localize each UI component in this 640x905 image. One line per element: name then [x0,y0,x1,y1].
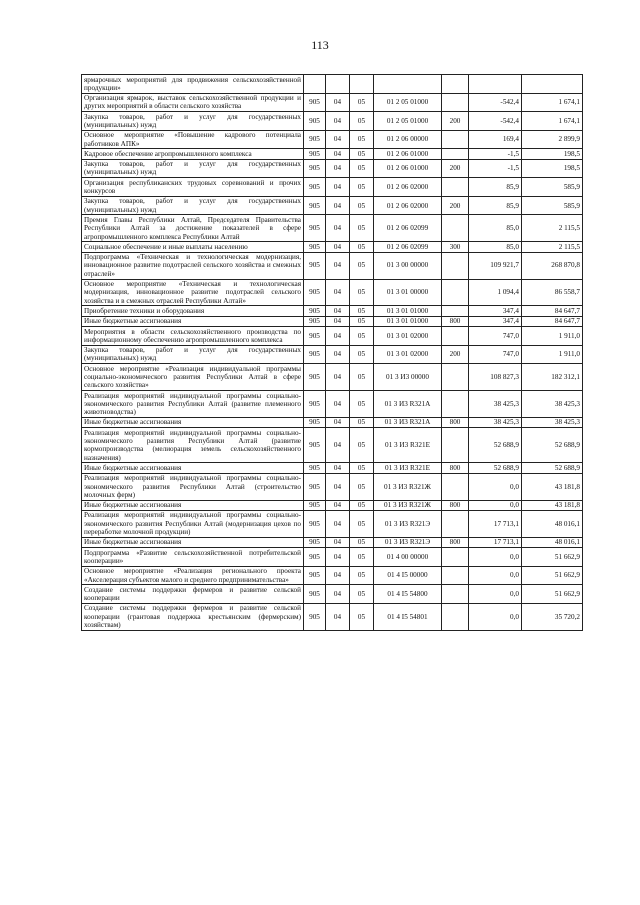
grbs-code-cell: 905 [304,279,326,306]
expense-type-cell: 300 [442,242,469,252]
amount-change-cell: 1 094,4 [469,279,522,306]
amount-total-cell: 268 870,8 [522,252,583,279]
amount-change-cell: 17 713,1 [469,510,522,537]
amount-change-cell: 0,0 [469,473,522,500]
amount-change-cell: 85,9 [469,196,522,215]
expense-name-cell: Подпрограмма «Развитие сельскохозяйственной потребительской кооперации» [82,548,304,567]
section-code-cell: 04 [326,93,350,112]
target-article-cell: 01 3 И3 R321Ж [374,473,442,500]
amount-change-cell: 747,0 [469,345,522,364]
section-code-cell: 04 [326,473,350,500]
subsection-code-cell: 05 [350,473,374,500]
amount-change-cell: 52 688,9 [469,428,522,463]
target-article-cell: 01 3 01 01000 [374,316,442,326]
expense-name-cell: Кадровое обеспечение агропромышленного комплекса [82,149,304,159]
grbs-code-cell: 905 [304,178,326,197]
section-code-cell: 04 [326,364,350,391]
grbs-code-cell: 905 [304,510,326,537]
amount-change-cell: -1,5 [469,159,522,178]
table-row [82,130,583,149]
target-article-cell: 01 4 I5 00000 [374,566,442,585]
table-row [82,417,583,427]
amount-change-cell: 38 425,3 [469,391,522,418]
table-row [82,75,583,94]
amount-change-cell: 38 425,3 [469,417,522,427]
amount-total-cell: 182 312,1 [522,364,583,391]
grbs-code-cell: 905 [304,463,326,473]
section-code-cell: 04 [326,130,350,149]
expense-name-cell: Иные бюджетные ассигнования [82,316,304,326]
expense-type-cell [442,279,469,306]
amount-change-cell: -542,4 [469,93,522,112]
table-row [82,391,583,418]
target-article-cell: 01 3 И3 R321Э [374,537,442,547]
table-row [82,215,583,242]
section-code-cell [326,75,350,94]
table-row [82,364,583,391]
expense-type-cell [442,306,469,316]
target-article-cell: 01 3 И3 R321Э [374,510,442,537]
expense-type-cell: 800 [442,500,469,510]
subsection-code-cell: 05 [350,364,374,391]
expense-name-cell: Иные бюджетные ассигнования [82,500,304,510]
grbs-code-cell: 905 [304,327,326,346]
section-code-cell: 04 [326,500,350,510]
budget-table [81,74,583,631]
subsection-code-cell: 05 [350,316,374,326]
amount-total-cell: 84 647,7 [522,316,583,326]
amount-total-cell: 84 647,7 [522,306,583,316]
subsection-code-cell: 05 [350,585,374,604]
expense-type-cell [442,548,469,567]
section-code-cell: 04 [326,537,350,547]
grbs-code-cell: 905 [304,417,326,427]
expense-name-cell: Иные бюджетные ассигнования [82,417,304,427]
amount-change-cell: -542,4 [469,112,522,131]
target-article-cell: 01 2 06 01000 [374,149,442,159]
target-article-cell: 01 2 06 02099 [374,215,442,242]
amount-total-cell: 585,9 [522,178,583,197]
subsection-code-cell: 05 [350,130,374,149]
amount-total-cell: 43 181,8 [522,473,583,500]
table-row [82,510,583,537]
amount-total-cell: 198,5 [522,159,583,178]
table-row [82,327,583,346]
expense-type-cell: 200 [442,196,469,215]
expense-type-cell [442,149,469,159]
target-article-cell: 01 3 01 02000 [374,327,442,346]
grbs-code-cell: 905 [304,93,326,112]
amount-change-cell: 0,0 [469,548,522,567]
amount-total-cell: 198,5 [522,149,583,159]
expense-name-cell: Иные бюджетные ассигнования [82,537,304,547]
amount-change-cell: 347,4 [469,306,522,316]
table-row [82,159,583,178]
subsection-code-cell: 05 [350,112,374,131]
amount-change-cell: 347,4 [469,316,522,326]
section-code-cell: 04 [326,566,350,585]
amount-change-cell: 85,0 [469,215,522,242]
amount-total-cell: 585,9 [522,196,583,215]
table-row [82,537,583,547]
subsection-code-cell: 05 [350,428,374,463]
subsection-code-cell: 05 [350,603,374,630]
expense-type-cell [442,473,469,500]
amount-change-cell: 0,0 [469,603,522,630]
subsection-code-cell: 05 [350,279,374,306]
expense-name-cell: Закупка товаров, работ и услуг для государственных (муниципальных) нужд [82,159,304,178]
expense-type-cell: 200 [442,345,469,364]
expense-name-cell: Основное мероприятие «Реализация индивидуальной программы социально-экономического развития Республики Алтай в сфере сельского хозяйства» [82,364,304,391]
grbs-code-cell: 905 [304,242,326,252]
expense-name-cell: Основное мероприятие «Реализация регионального проекта «Акселерация субъектов малого и среднего предпринимательства» [82,566,304,585]
table-row [82,93,583,112]
section-code-cell: 04 [326,196,350,215]
amount-change-cell: 747,0 [469,327,522,346]
section-code-cell: 04 [326,345,350,364]
expense-type-cell [442,510,469,537]
amount-total-cell: 1 674,1 [522,112,583,131]
expense-name-cell: Закупка товаров, работ и услуг для государственных (муниципальных) нужд [82,345,304,364]
section-code-cell: 04 [326,112,350,131]
target-article-cell: 01 3 И3 R321А [374,391,442,418]
grbs-code-cell: 905 [304,548,326,567]
table-row [82,306,583,316]
expense-type-cell [442,252,469,279]
page-number: 113 [311,38,329,52]
table-row [82,548,583,567]
section-code-cell: 04 [326,548,350,567]
expense-name-cell: Основное мероприятие «Повышение кадрового потенциала работников АПК» [82,130,304,149]
expense-type-cell [442,585,469,604]
amount-total-cell: 2 115,5 [522,242,583,252]
target-article-cell: 01 2 06 02099 [374,242,442,252]
expense-name-cell: Основное мероприятие «Техническая и технологическая модернизация, инновационное развитие подотраслей сельского хозяйства и в смежных отраслей Республики Алтай» [82,279,304,306]
expense-name-cell: Реализация мероприятий индивидуальной программы социально-экономического развития Республики Алтай (модернизация цехов по переработке молочной продукции) [82,510,304,537]
amount-total-cell: 35 720,2 [522,603,583,630]
section-code-cell: 04 [326,391,350,418]
grbs-code-cell: 905 [304,500,326,510]
table-row [82,112,583,131]
grbs-code-cell: 905 [304,345,326,364]
target-article-cell: 01 3 И3 00000 [374,364,442,391]
amount-total-cell: 52 688,9 [522,428,583,463]
grbs-code-cell: 905 [304,391,326,418]
amount-change-cell [469,75,522,94]
section-code-cell: 04 [326,306,350,316]
target-article-cell: 01 3 И3 R321Е [374,428,442,463]
section-code-cell: 04 [326,316,350,326]
target-article-cell: 01 2 05 01000 [374,112,442,131]
expense-name-cell: Реализация мероприятий индивидуальной программы социально-экономического развития Республики Алтай (развитие племенного животноводства) [82,391,304,418]
expense-type-cell [442,391,469,418]
target-article-cell: 01 2 06 02000 [374,196,442,215]
target-article-cell: 01 3 01 02000 [374,345,442,364]
table-row [82,316,583,326]
amount-change-cell: 0,0 [469,566,522,585]
subsection-code-cell [350,75,374,94]
target-article-cell: 01 3 00 00000 [374,252,442,279]
grbs-code-cell: 905 [304,537,326,547]
section-code-cell: 04 [326,463,350,473]
target-article-cell: 01 2 06 02000 [374,178,442,197]
expense-type-cell [442,178,469,197]
table-row [82,428,583,463]
amount-total-cell: 2 899,9 [522,130,583,149]
amount-total-cell: 48 016,1 [522,537,583,547]
expense-type-cell [442,93,469,112]
expense-name-cell: Организация республиканских трудовых соревнований и прочих конкурсов [82,178,304,197]
section-code-cell: 04 [326,417,350,427]
expense-name-cell: Закупка товаров, работ и услуг для государственных (муниципальных) нужд [82,112,304,131]
table-row [82,585,583,604]
amount-total-cell: 51 662,9 [522,548,583,567]
subsection-code-cell: 05 [350,500,374,510]
section-code-cell: 04 [326,510,350,537]
subsection-code-cell: 05 [350,242,374,252]
grbs-code-cell [304,75,326,94]
expense-type-cell [442,130,469,149]
grbs-code-cell: 905 [304,196,326,215]
amount-change-cell: 108 827,3 [469,364,522,391]
amount-total-cell [522,75,583,94]
subsection-code-cell: 05 [350,252,374,279]
expense-name-cell: Создание системы поддержки фермеров и развитие сельской кооперации [82,585,304,604]
grbs-code-cell: 905 [304,603,326,630]
target-article-cell [374,75,442,94]
grbs-code-cell: 905 [304,473,326,500]
subsection-code-cell: 05 [350,215,374,242]
grbs-code-cell: 905 [304,316,326,326]
amount-total-cell: 38 425,3 [522,417,583,427]
subsection-code-cell: 05 [350,463,374,473]
target-article-cell: 01 4 00 00000 [374,548,442,567]
grbs-code-cell: 905 [304,149,326,159]
table-row [82,149,583,159]
table-row [82,178,583,197]
table-row [82,463,583,473]
subsection-code-cell: 05 [350,345,374,364]
expense-type-cell: 800 [442,537,469,547]
subsection-code-cell: 05 [350,391,374,418]
grbs-code-cell: 905 [304,585,326,604]
table-body [82,75,583,631]
grbs-code-cell: 905 [304,428,326,463]
target-article-cell: 01 2 05 01000 [374,93,442,112]
expense-name-cell: Реализация мероприятий индивидуальной программы социально-экономического развития Республики Алтай (развитие кормопроизводства (мелиорация земель сельскохозяйственного назначения) [82,428,304,463]
subsection-code-cell: 05 [350,537,374,547]
target-article-cell: 01 2 06 00000 [374,130,442,149]
grbs-code-cell: 905 [304,566,326,585]
amount-change-cell: -1,5 [469,149,522,159]
amount-total-cell: 52 688,9 [522,463,583,473]
amount-total-cell: 1 911,0 [522,345,583,364]
amount-total-cell: 38 425,3 [522,391,583,418]
amount-total-cell: 51 662,9 [522,566,583,585]
section-code-cell: 04 [326,585,350,604]
section-code-cell: 04 [326,279,350,306]
subsection-code-cell: 05 [350,510,374,537]
table-row [82,279,583,306]
section-code-cell: 04 [326,252,350,279]
target-article-cell: 01 3 01 00000 [374,279,442,306]
subsection-code-cell: 05 [350,327,374,346]
target-article-cell: 01 3 И3 R321А [374,417,442,427]
target-article-cell: 01 3 И3 R321Ж [374,500,442,510]
subsection-code-cell: 05 [350,149,374,159]
table-row [82,196,583,215]
subsection-code-cell: 05 [350,548,374,567]
target-article-cell: 01 4 I5 54800 [374,585,442,604]
expense-type-cell [442,327,469,346]
expense-type-cell [442,75,469,94]
expense-name-cell: Премия Главы Республики Алтай, Председателя Правительства Республики Алтай за достижение показателей в сфере агропромышленного комплекса Республики Алтай [82,215,304,242]
amount-total-cell: 1 911,0 [522,327,583,346]
amount-change-cell: 17 713,1 [469,537,522,547]
expense-name-cell: Подпрограмма «Техническая и технологическая модернизация, инновационное развитие подотраслей сельского хозяйства и смежных отраслей» [82,252,304,279]
expense-type-cell [442,364,469,391]
subsection-code-cell: 05 [350,178,374,197]
section-code-cell: 04 [326,178,350,197]
amount-change-cell: 0,0 [469,585,522,604]
subsection-code-cell: 05 [350,306,374,316]
subsection-code-cell: 05 [350,159,374,178]
grbs-code-cell: 905 [304,130,326,149]
table-row [82,500,583,510]
table-row [82,603,583,630]
amount-change-cell: 169,4 [469,130,522,149]
expense-name-cell: Социальное обеспечение и иные выплаты населению [82,242,304,252]
table-row [82,345,583,364]
expense-type-cell: 800 [442,417,469,427]
expense-type-cell [442,603,469,630]
subsection-code-cell: 05 [350,196,374,215]
target-article-cell: 01 3 01 01000 [374,306,442,316]
subsection-code-cell: 05 [350,566,374,585]
subsection-code-cell: 05 [350,417,374,427]
expense-type-cell: 200 [442,112,469,131]
amount-change-cell: 109 921,7 [469,252,522,279]
grbs-code-cell: 905 [304,112,326,131]
target-article-cell: 01 3 И3 R321Е [374,463,442,473]
target-article-cell: 01 4 I5 54801 [374,603,442,630]
expense-type-cell: 800 [442,316,469,326]
expense-name-cell: Реализация мероприятий индивидуальной программы социально-экономического развития Республики Алтай (строительство молочных ферм) [82,473,304,500]
section-code-cell: 04 [326,215,350,242]
amount-total-cell: 86 558,7 [522,279,583,306]
amount-total-cell: 48 016,1 [522,510,583,537]
expense-name-cell: Закупка товаров, работ и услуг для государственных (муниципальных) нужд [82,196,304,215]
table-row [82,252,583,279]
expense-name-cell: ярмарочных мероприятий для продвижения сельскохозяйственной продукции» [82,75,304,94]
section-code-cell: 04 [326,327,350,346]
amount-change-cell: 85,0 [469,242,522,252]
amount-total-cell: 51 662,9 [522,585,583,604]
section-code-cell: 04 [326,159,350,178]
section-code-cell: 04 [326,603,350,630]
expense-name-cell: Создание системы поддержки фермеров и развитие сельской кооперации (грантовая поддержка крестьянским (фермерским) хозяйствам) [82,603,304,630]
subsection-code-cell: 05 [350,93,374,112]
target-article-cell: 01 2 06 01000 [374,159,442,178]
table-row [82,566,583,585]
table-row [82,242,583,252]
section-code-cell: 04 [326,149,350,159]
expense-type-cell: 800 [442,463,469,473]
section-code-cell: 04 [326,428,350,463]
amount-total-cell: 1 674,1 [522,93,583,112]
amount-change-cell: 0,0 [469,500,522,510]
expense-name-cell: Мероприятия в области сельскохозяйственного производства по информационному обеспечению агропромышленного комплекса [82,327,304,346]
grbs-code-cell: 905 [304,306,326,316]
amount-total-cell: 43 181,8 [522,500,583,510]
amount-total-cell: 2 115,5 [522,215,583,242]
expense-name-cell: Организация ярмарок, выставок сельскохозяйственной продукции и других мероприятий в области сельского хозяйства [82,93,304,112]
expense-type-cell [442,215,469,242]
expense-name-cell: Приобретение техники и оборудования [82,306,304,316]
section-code-cell: 04 [326,242,350,252]
grbs-code-cell: 905 [304,215,326,242]
grbs-code-cell: 905 [304,252,326,279]
table-row [82,473,583,500]
expense-type-cell: 200 [442,159,469,178]
amount-change-cell: 85,9 [469,178,522,197]
expense-type-cell [442,428,469,463]
grbs-code-cell: 905 [304,364,326,391]
amount-change-cell: 52 688,9 [469,463,522,473]
grbs-code-cell: 905 [304,159,326,178]
expense-type-cell [442,566,469,585]
expense-name-cell: Иные бюджетные ассигнования [82,463,304,473]
